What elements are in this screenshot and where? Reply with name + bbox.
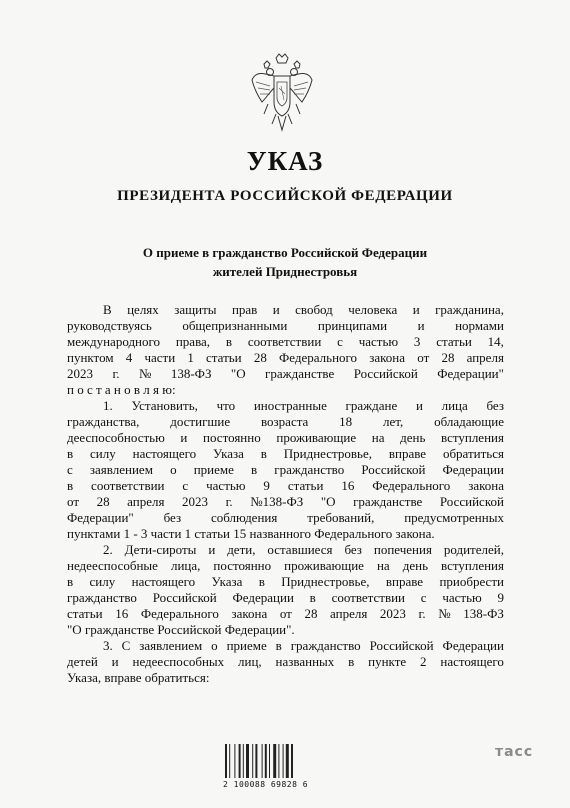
barcode-bar <box>252 744 253 778</box>
barcode-bar <box>283 744 284 778</box>
barcode-bar <box>239 744 241 778</box>
body-line: пунктом 4 части 1 статьи 28 Федерального закона от 28 апреля <box>67 350 504 365</box>
body-line: дееспособностью и постоянно проживающие на день вступления <box>67 430 504 445</box>
barcode-bar <box>262 744 263 778</box>
barcode-bar <box>246 744 249 778</box>
body-line: 2. Дети-сироты и дети, оставшиеся без попечения родителей, <box>103 542 504 557</box>
body-line: с заявлением о приеме в гражданство Российской Федерации <box>67 462 504 477</box>
body-line: в силу настоящего Указа в Приднестровье, вправе обратиться <box>67 446 504 461</box>
barcode-bar <box>225 744 227 778</box>
coat-of-arms-icon <box>248 52 316 134</box>
body-line: п о с т а н о в л я ю: <box>67 382 176 397</box>
heading-line: жителей Приднестровья <box>212 264 358 279</box>
barcode-bar <box>229 744 230 778</box>
barcode-bar <box>269 744 270 778</box>
barcode-icon <box>223 742 313 782</box>
body-line: 2023 г. № 138-ФЗ "О гражданстве Российской Федерации" <box>67 366 504 381</box>
barcode-bar <box>278 744 279 778</box>
barcode-bar <box>291 744 293 778</box>
body-line: статьи 16 Федерального закона от 28 апреля 2023 г. № 138-ФЗ <box>67 606 504 621</box>
body-line: международного права, в соответствии с частью 3 статьи 14, <box>67 334 504 349</box>
body-line: пунктами 1 - 3 части 1 статьи 15 названного Федерального закона. <box>67 526 435 541</box>
page-title: УКАЗ <box>246 146 324 176</box>
body-line: от 28 апреля 2023 г. №138-ФЗ "О гражданстве Российской <box>67 494 504 509</box>
barcode-bar <box>286 744 289 778</box>
body-line: В целях защиты прав и свобод человека и гражданина, <box>103 302 504 317</box>
decree-body <box>67 302 504 686</box>
body-line: гражданства, достигшие возраста 18 лет, обладающие <box>67 414 504 429</box>
body-line: руководствуясь общепризнанными принципами и нормами <box>67 318 504 333</box>
body-line: Указа, вправе обратиться: <box>67 670 210 685</box>
body-line: "О гражданстве Российской Федерации". <box>67 622 295 637</box>
body-line: 3. С заявлением о приеме в гражданство Российской Федерации <box>103 638 504 653</box>
body-line: в соответствии с частью 9 статьи 16 Федерального закона <box>67 478 504 493</box>
body-line: 1. Установить, что иностранные граждане и лица без <box>103 398 504 413</box>
body-line: детей и недееспособных лиц, названных в пункте 2 настоящего <box>67 654 504 669</box>
page-subtitle: ПРЕЗИДЕНТА РОССИЙСКОЙ ФЕДЕРАЦИИ <box>117 188 453 204</box>
barcode-bar <box>243 744 244 778</box>
decree-heading <box>0 243 570 281</box>
barcode-number: 2 100088 69828 6 <box>223 780 309 789</box>
body-line: недееспособные лица, постоянно проживающие на день вступления <box>67 558 504 573</box>
body-line: гражданство Российской Федерации в соответствии с частью 9 <box>67 590 504 605</box>
body-line: в силу настоящего Указа в Приднестровье, вправе приобрести <box>67 574 504 589</box>
barcode-bar <box>265 744 267 778</box>
barcode-bar <box>255 744 257 778</box>
body-line: Федерации" без соблюдения требований, предусмотренных <box>67 510 504 525</box>
tass-watermark: тасс <box>495 744 534 760</box>
barcode-bar <box>273 744 276 778</box>
heading-line: О приеме в гражданство Российской Федерации <box>142 245 428 260</box>
barcode-bar <box>234 744 235 778</box>
